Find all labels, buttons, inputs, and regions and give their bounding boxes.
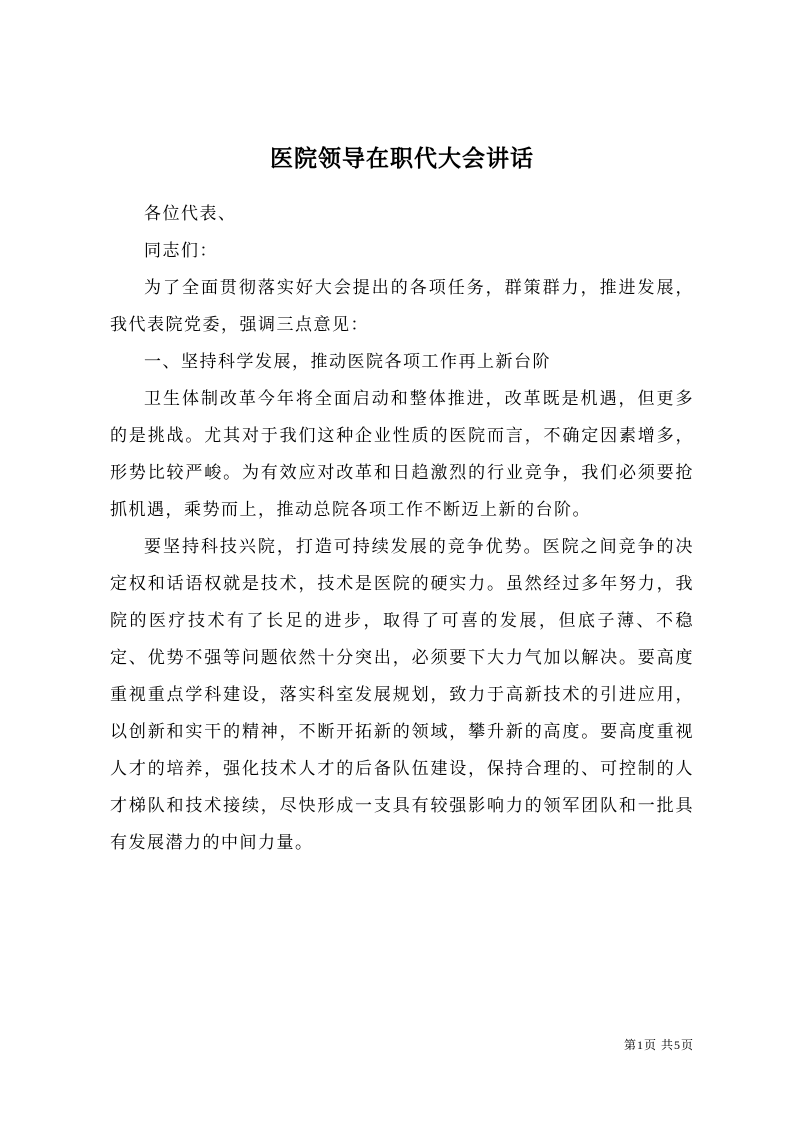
document-title: 医院领导在职代大会讲话	[270, 146, 534, 171]
page-footer	[624, 1036, 694, 1053]
salutation-line-2: 同志们：	[144, 241, 218, 260]
body-paragraph-2: 要坚持科技兴院，打造可持续发展的竞争优势。医院之间竞争的决定权和话语权就是技术，技术是医院的硬实力。虽然经过多年努力，我院的医疗技术有了长足的进步，取得了可喜的发展，但底子薄、不稳定、优势不强等问题依然十分突出，必须要下大力气加以解决。要高度重视重点学科建设，落实科室发展规划，致力于高新技术的引进应用，以创新和实干的精神，不断开拓新的领域，攀升新的高度。要高度重视人才的培养，强化技术人才的后备队伍建设，保持合理的、可控制的人才梯队和技术接续，尽快形成一支具有较强影响力的领军团队和一批具有发展潜力的中间力量。	[110, 537, 694, 852]
page-number-text: 第1页 共5页	[623, 1038, 694, 1052]
intro-paragraph: 为了全面贯彻落实好大会提出的各项任务，群策群力，推进发展，我代表院党委，强调三点意见：	[110, 278, 694, 334]
section-heading-1: 一、坚持科学发展，推动医院各项工作再上新台阶	[144, 352, 551, 371]
salutation-line-1: 各位代表、	[144, 204, 237, 223]
body-paragraph-1: 卫生体制改革今年将全面启动和整体推进，改革既是机遇，但更多的是挑战。尤其对于我们这种企业性质的医院而言，不确定因素增多，形势比较严峻。为有效应对改革和日趋激烈的行业竞争，我们必须要抢抓机遇，乘势而上，推动总院各项工作不断迈上新的台阶。	[110, 389, 694, 519]
document-content	[110, 140, 694, 861]
